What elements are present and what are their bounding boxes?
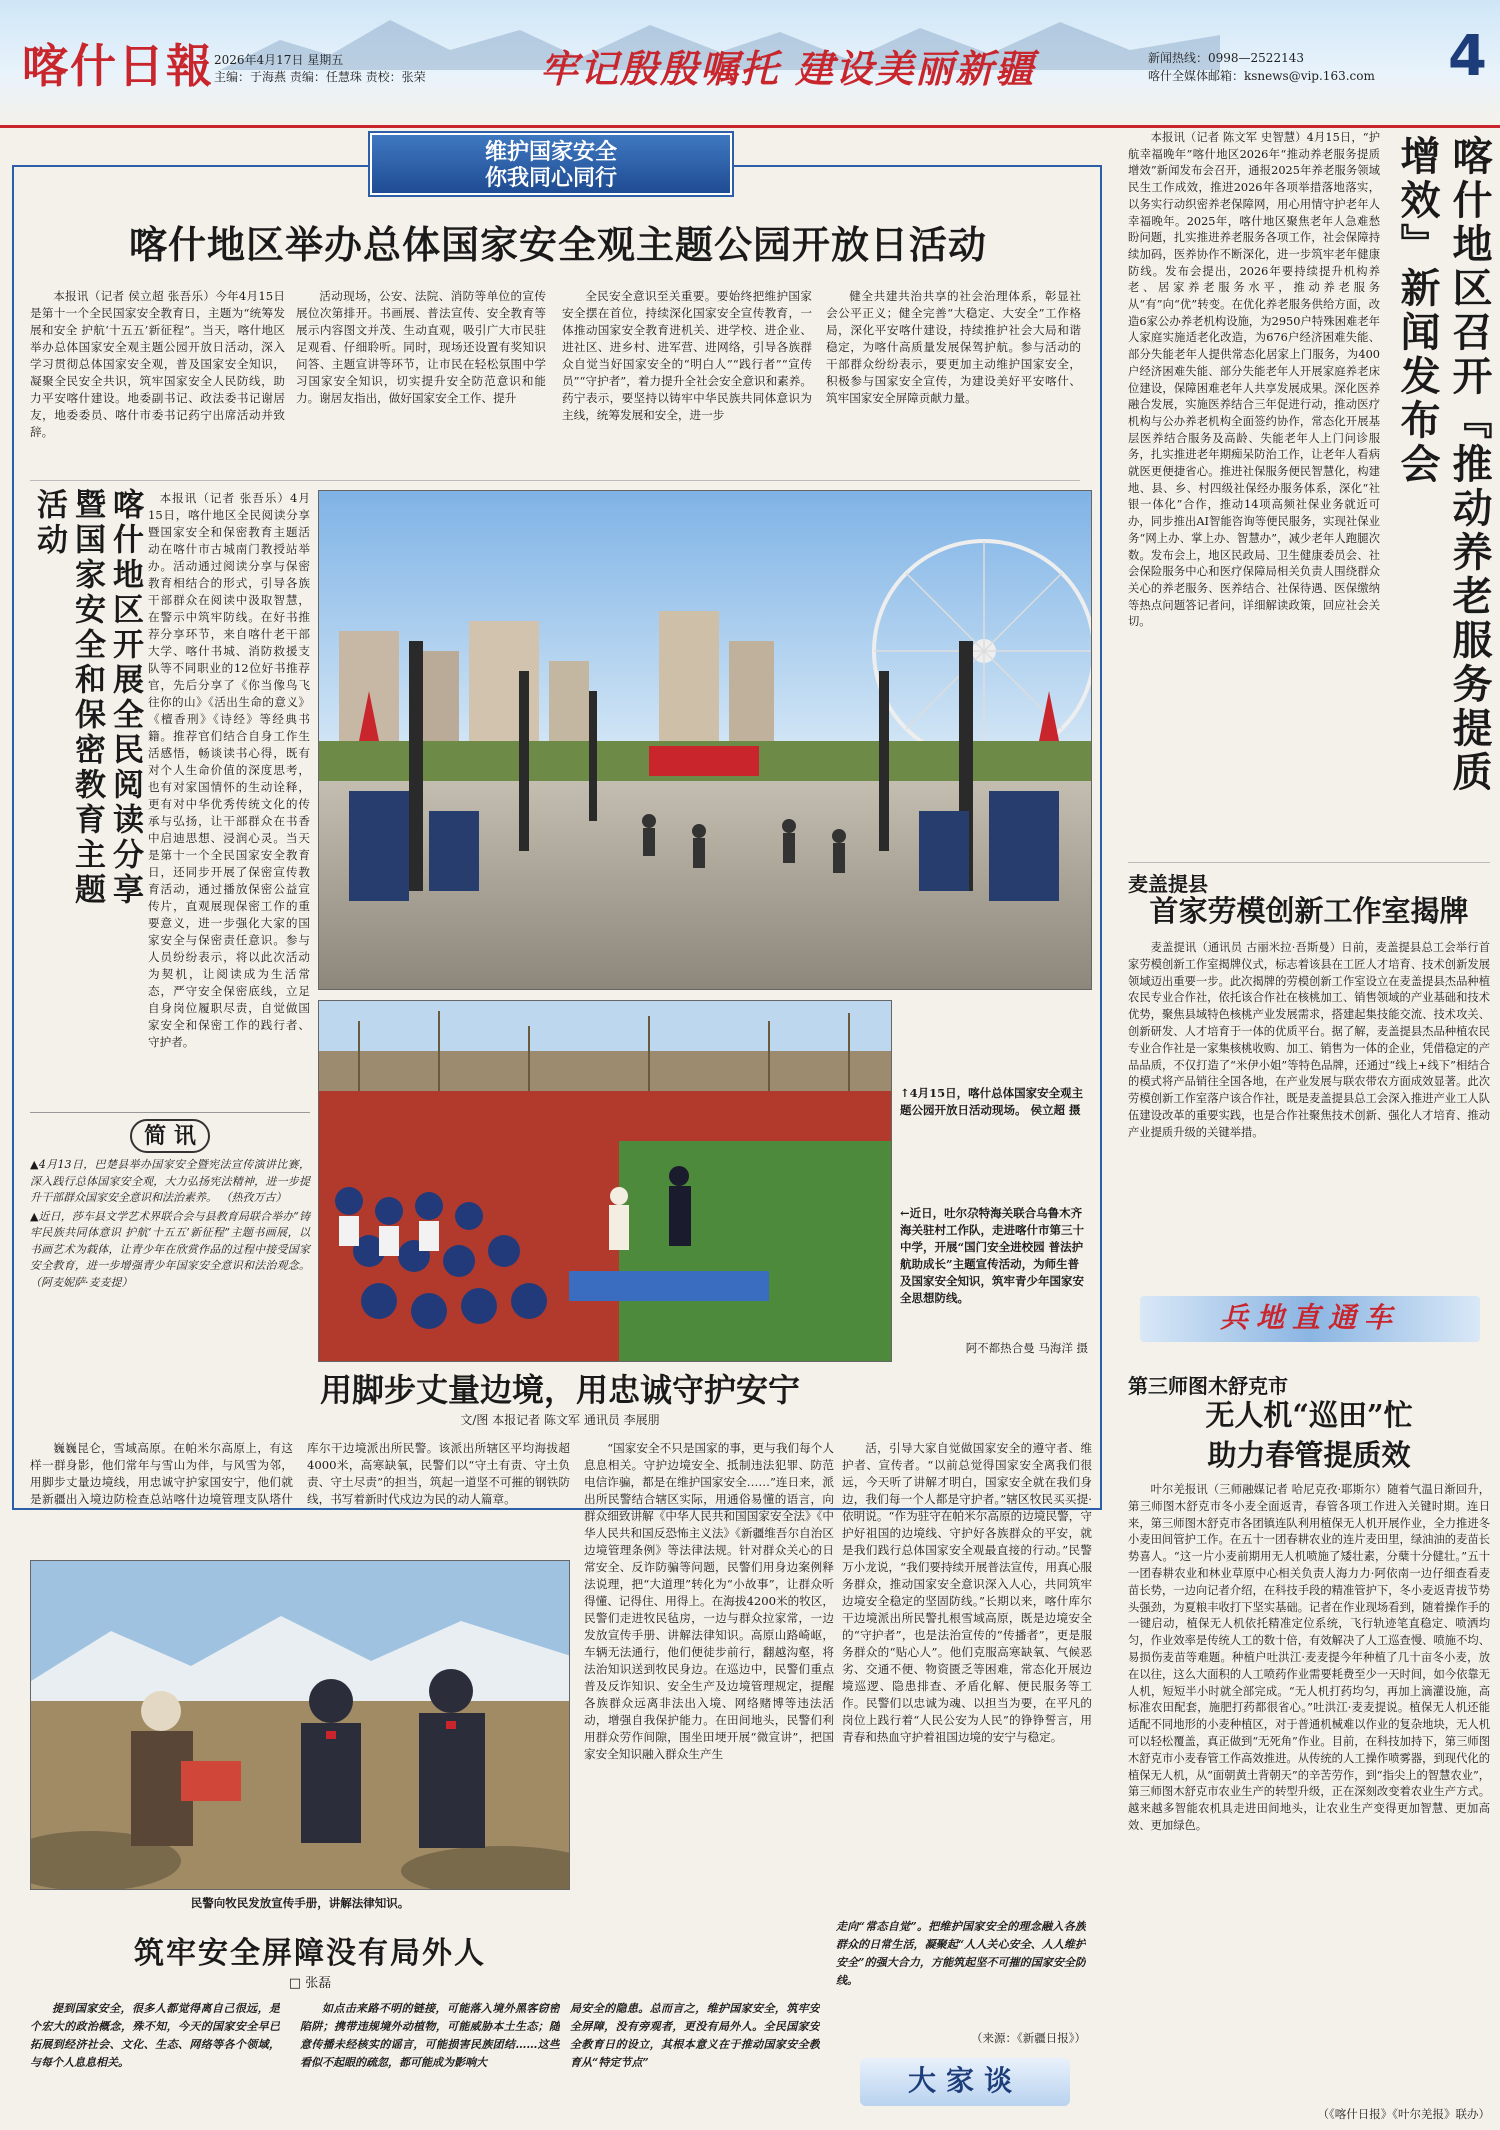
brief-news-item1: ▲4月13日，巴楚县举办国家安全暨宪法宣传演讲比赛，深入践行总体国家安全观，大力弘扬宪法精神，进一步提升干部群众国家安全意识和法治素养。 （热孜万古）: [30, 1158, 310, 1204]
security-banner: [370, 133, 732, 195]
lead-col4: 健全共建共治共享的社会治理体系，彰显社会公平正义；健全完善“大稳定、大安全”工作格局，深化平安喀什建设，持续推护社会大局和谐稳定，为喀什高质量发展保驾护航。参与活动的干部群众纷纷表示，要更加主动维护国家安全，积极参与国家安全宣传，为建设美好平安喀什、筑牢国家安全屏障贡献力量。: [826, 289, 1081, 405]
park-photo: [318, 490, 1092, 990]
reading-article-body: [30, 490, 310, 1150]
border-col1: 巍巍昆仑，雪域高原。在帕米尔高原上，有这样一群身影，他们常年与雪山为伴，与风雪为邻，用脚步丈量边境线，用忠诚守护家国安宁，他们就是新疆出入境边防检查总站喀什边境管理支队塔什库尔干边境派出所民警。该派出所辖区平均海拔超4000米，高寒缺氧，民警们以“守土有责、守土负责、守土尽责”的担当，筑起一道坚不可摧的钢铁防线，书写着新时代戍边为民的动人篇章。: [30, 1441, 570, 1506]
date-line: 2026年4月17日 星期五: [214, 53, 344, 67]
border-col3: 活，引导大家自觉做国家安全的遵守者、维护者、宣传者。“以前总觉得国家安全离我们很远，今天听了讲解才明白，国家安全就在我们身边，我们每一个人都是守护者。”辖区牧民买买提·依明说。“作为驻守在帕米尔高原的边境民警，守护好祖国的边境线、守护好各族群众的平安，就是我们践行总体国家安全观最直接的行动。”民警万小龙说，“我们要持续开展普法宣传，用真心服务群众，推动国家安全意识深入人心，共同筑牢边境安全稳定的坚固防线。”长期以来，喀什库尔干边境派出所民警扎根雪域高原，既是边境安全的“守护者”，也是法治宣传的“传播者”，更是服务群众的“贴心人”。他们克服高寒缺氧、气候恶劣、交通不便、物资匮乏等困难，常态化开展边境巡逻、隐患排查、矛盾化解、便民服务等工作。民警们以忠诚为魂、以担当为要，在平凡的岗位上践行着“人民公安为人民”的铮铮誓言，用青春和热血守护着祖国边境的安宁与稳定。: [842, 1441, 1092, 1744]
bingdi-kicker: 第三师图木舒克市: [1128, 1374, 1288, 1398]
commentary-author: 张磊: [305, 1976, 332, 1991]
banner-line2: 你我同心同行: [484, 165, 617, 191]
school-photo: [318, 1000, 892, 1362]
lead-col1: 本报讯（记者 侯立超 张吾乐）今年4月15日是第十一个全民国家安全教育日，主题为“统筹发展和安全 护航‘十五五’新征程”。当天，喀什地区举办总体国家安全观主题公园开放日活动，深入学习贯彻总体国家安全观，普及国家安全知识，凝聚全民安全共识，筑牢国家安全人民防线，助力平安喀什建设。地委副书记、政法委书记谢居友，地委委员、喀什市委书记药宁出席活动并致辞。: [30, 289, 285, 439]
border-police-image: [31, 1561, 570, 1890]
elderly-article-body: 本报讯（记者 陈文军 史智慧）4月15日，“护航幸福晚年”喀什地区2026年“推动养老服务提质增效”新闻发布会召开，通报2025年养老服务领域民生工作成效，推进2026年各项举措落地落实，以务实行动织密养老保障网，用心用情守护老年人幸福晚年。2025年，喀什地区聚焦老年人急难愁盼问题，扎实推进养老服务各项工作，社会保障持续加码，医养协作不断深化，进一步筑牢老年健康防线。发布会提出，2026年要持续提升机构养老、居家养老服务水平，推动养老服务从“有”向“优”转变。在优化养老服务供给方面，改造6家公办养老机构设施，为2950户特殊困难老年人家庭实施适老化改造，为676户经济困难失能、部分失能老年人提供常态化居家上门服务，为400户经济困难失能、部分失能老年人开展家庭养老床位建设，保障困难老年人共享发展成果。深化医养融合发展，实施医养结合三年促进行动，推动医疗机构与公办养老机构全面签约协作，常态化开展基层医养结合服务及高龄、失能老年人上门问诊服务，扎实推进老年期痴呆防治工作，让老年人看病就医更便捷省心。推进社保服务便民智慧化，构建地、县、乡、村四级社保经办服务体系，深化“社银一体化”合作，推动14项高频社保业务就近可办，同步推出AI智能咨询等便民服务，实现社保业务“网上办、掌上办、智慧办”，减少老年人跑腿次数。发布会上，地区民政局、卫生健康委员会、社会保险服务中心和医疗保障局相关负责人围绕群众关心的养老服务、医养结合、社保待遇、医保缴纳等热点问题答记者问，详细解读政策，回应社会关切。: [1128, 131, 1380, 629]
border-article-byline: 文/图 本报记者 陈文军 通讯员 李展朋: [460, 1413, 660, 1427]
school-scene-image: [319, 1001, 892, 1362]
school-photo-credit: 阿不都热合曼 马海洋 摄: [965, 1341, 1088, 1355]
slogan: 牢记殷殷嘱托 建设美丽新疆: [540, 46, 1036, 91]
editors-line: 主编：于海燕 责编：任慧珠 责校：张荣: [214, 70, 426, 84]
border-photo-caption: 民警向牧民发放宣传手册，讲解法律知识。: [190, 1896, 410, 1910]
reading-article-title: 喀什地区开展全民阅读分享暨国家安全和保密教育主题活动: [31, 488, 143, 908]
commentary-title: 筑牢安全屏障没有局外人: [134, 1936, 486, 1971]
page-number: 4: [1448, 24, 1487, 89]
commentary-source: （来源：《新疆日报》）: [971, 2031, 1086, 2045]
park-photo-caption: ↑4月15日，喀什总体国家安全观主题公园开放日活动现场。 侯立超 摄: [900, 1086, 1084, 1117]
workshop-body: 麦盖提讯（通讯员 古丽米拉·吾斯曼）日前，麦盖提县总工会举行首家劳模创新工作室揭牌仪式，标志着该县在工匠人才培育、技术创新发展领域迈出重要一步。此次揭牌的劳模创新工作室设立在麦盖提县杰品种植农民专业合作社，依托该合作社在核桃加工、销售领域的产业基础和技术优势，聚焦县域特色核桃产业发展需求，搭建起集技能交流、技术攻关、创新研发、人才培育于一体的优质平台。据了解，麦盖提县杰品种植农民专业合作社是一家集核桃收购、加工、销售为一体的企业，凭借稳定的产品品质，不仅打造了“米伊小姐”等特色品牌，还通过“线上+线下”相结合的模式将产品销往全国各地，在产业发展与联农带农方面成效显著。此次劳模创新工作室落户该合作社，既是麦盖提县总工会深入推进产业工人队伍建设改革的重要实践，也是合作社聚焦技术创新、强化人才培育、推动产业提质升级的关键举措。: [1128, 941, 1490, 1139]
lead-article-title: 喀什地区举办总体国家安全观主题公园开放日活动: [128, 222, 987, 267]
border-col2: “国家安全不只是国家的事，更与我们每个人息息相关。守护边境安全、抵制违法犯罪、防范电信诈骗，都是在维护国家安全……”连日来，派出所民警结合辖区实际，用通俗易懂的语言，向群众细致讲解《中华人民共和国国家安全法》《中华人民共和国反恐怖主义法》《新疆维吾尔自治区边境管理条例》等法律法规。针对群众关心的日常安全、反诈防骗等问题，民警们用身边案例释法说理，把“大道理”转化为“小故事”，让群众听得懂、记得住、用得上。在海拔4200米的牧区，民警们走进牧民毡房，一边与群众拉家常，一边发放宣传手册、讲解法律知识。高原山路崎岖，车辆无法通行，他们便徒步前行，翻越沟壑，将法治知识送到牧民身边。在巡边中，民警们重点普及反诈知识、安全生产及边境管理规定，提醒各族群众远离非法出入境、网络赌博等违法活动，增强自我保护能力。在田间地头，民警们利用群众劳作间隙，围坐田埂开展“微宣讲”，把国家安全知识融入群众生产生: [584, 1441, 834, 1761]
bingdi-title1: 无人机“巡田”忙: [1205, 1398, 1413, 1432]
elderly-article-title: 喀什地区召开『推动养老服务提质增效』新闻发布会: [1394, 135, 1493, 795]
border-article-title: 用脚步丈量边境，用忠诚守护安宁: [319, 1371, 800, 1409]
brief-news-item2: ▲近日，莎车县文学艺术界联合会与县教育局联合举办“铸牢民族共同体意识 护航‘十五五’新征程”主题书画展，以书画艺术为载体，让青少年在欣赏作品的过程中接受国家安全教育，进一步增强青少年国家安全意识和法治观念。 （阿麦妮萨·麦麦提）: [30, 1209, 310, 1289]
banner-line1: 维护国家安全: [484, 139, 617, 165]
divider: [30, 480, 1080, 481]
workshop-kicker: 麦盖提县: [1128, 872, 1208, 896]
commentary-col3: 局安全的隐患。总而言之，维护国家安全，筑牢安全屏障，没有旁观者，更没有局外人。全民国家安全教育日的设立，其根本意义在于推动国家安全教育从“特定节点”: [570, 2002, 820, 2069]
commentary-column-tag: 大家谈: [860, 2058, 1070, 2106]
commentary-col1: 提到国家安全，很多人都觉得离自己很远，是个宏大的政治概念，殊不知，今天的国家安全早已拓展到经济社会、文化、生态、网络等各个领域，与每个人息息相关。: [30, 2002, 280, 2069]
divider: [1128, 862, 1490, 863]
brief-news-title: 简 讯: [130, 1119, 210, 1153]
masthead: [0, 0, 1500, 128]
commentary-col4: 走向“常态自觉”。把维护国家安全的理念融入各族群众的日常生活，凝聚起“人人关心安全、人人维护安全”的强大合力，方能筑起坚不可摧的国家安全防线。: [836, 1920, 1086, 1987]
border-photo: [30, 1560, 570, 1890]
brief-news-box: [30, 1112, 310, 1357]
bingdi-source: （《喀什日报》《叶尔羌报》联办）: [1317, 2107, 1490, 2121]
bingdi-title2: 助力春管提质效: [1207, 1438, 1411, 1472]
commentary-col2: 如点击来路不明的链接，可能落入境外黑客窃密陷阱；携带违规境外动植物，可能威胁本土生态；随意传播未经核实的谣言，可能损害民族团结……这些看似不起眼的疏忽，都可能成为影响大: [300, 2002, 560, 2069]
workshop-title: 首家劳模创新工作室揭牌: [1149, 894, 1469, 928]
lead-col2: 活动现场，公安、法院、消防等单位的宣传展位次第排开。书画展、普法宣传、安全教育等展示内容图文并茂、生动直观，吸引广大市民驻足观看、仔细聆听。同时，现场还设置有奖知识问答、主题宣讲等环节，让市民在轻松氛围中学习国家安全知识，切实提升安全防范意识和能力。谢居友指出，做好国家安全工作、提升: [296, 289, 546, 405]
reading-body-text: 本报讯（记者 张吾乐）4月15日，喀什地区全民阅读分享暨国家安全和保密教育主题活动在喀什市古城南门教授站举办。活动通过阅读分享与保密教育相结合的形式，引导各族干部群众在阅读中汲取智慧，在警示中筑牢防线。在好书推荐分享环节，来自喀什老干部大学、喀什书城、消防救援支队等不同职业的12位好书推荐官，先后分享了《你当像鸟飞往你的山》《活出生命的意义》《檀香刑》《诗经》等经典书籍。推荐官们结合自身工作生活感悟，畅谈读书心得，既有对个人生命价值的深度思考，也有对家国情怀的生动诠释，更有对中华优秀传统文化的传承与弘扬，让干部群众在书香中启迪思想、浸润心灵。当天是第十一个全民国家安全教育日，还同步开展了保密宣传教育活动，通过播放保密公益宣传片，直观展现保密工作的重要意义，进一步强化大家的国家安全与保密责任意识。参与人员纷纷表示，将以此次活动为契机，让阅读成为生活常态，严守安全保密底线，立足自身岗位履职尽责，自觉做国家安全和保密工作的践行者、守护者。: [148, 491, 310, 1049]
park-scene-image: [319, 491, 1092, 990]
commentary-author-line: □ 张磊: [288, 1976, 332, 1991]
hotline: 新闻热线：0998—2522143: [1148, 51, 1304, 65]
bingdi-body: 叶尔羌报讯（三师融媒记者 哈尼克孜·耶斯尔）随着气温日渐回升，第三师图木舒克市冬小麦全面返青，春管各项工作进入关键时期。连日来，第三师图木舒克市各团镇连队利用植保无人机开展作业，全力推进冬小麦田间管护工作。在五十一团春耕农业的连片麦田里，绿油油的麦苗长势喜人。“这一片小麦前期用无人机喷施了矮壮素，分蘖十分健壮。”五十一团春耕农业和林业草原中心相关负责人海力力·阿依南一边仔细查看麦苗长势，一边向记者介绍，在科技手段的精准管护下，冬小麦返青拔节势头强劲，为夏粮丰收打下坚实基础。记者在作业现场看到，随着操作手的一键启动，植保无人机依托精准定位系统，飞行轨迹笔直稳定、喷洒均匀，作业效率是传统人工的数十倍，有效解决了人工巡查慢、喷施不均、易损伤麦苗等难题。种植户吐洪江·麦麦提今年种植了几十亩冬小麦，放在以往，这么大面积的人工喷药作业需要耗费至少一天时间，如今依靠无人机，短短半小时就全部完成。“无人机打药均匀，再加上滴灌设施，高标准农田配套，施肥打药都很省心。”吐洪江·麦麦提说。植保无人机还能适配不同地形的小麦种植区，对于普通机械难以作业的复杂地块，无人机可以轻松覆盖，真正做到“无死角”作业。目前，在科技加持下，第三师图木舒克市小麦春管工作高效推进。从传统的人工操作喷雾器，到现代化的植保无人机，从“面朝黄土背朝天”的辛苦劳作，到“指尖上的智慧农业”，第三师图木舒克市农业生产的转型升级，正在深刻改变着农业生产方式。越来越多智能农机具走进田间地头，让农业生产变得更加智慧、更加高效、更加绿色。: [1128, 1483, 1490, 1832]
paper-logo: 喀什日報: [22, 39, 214, 93]
email: 喀什全媒体邮箱：ksnews@vip.163.com: [1148, 69, 1375, 83]
bingdi-column-tag: 兵地直通车: [1140, 1296, 1480, 1342]
school-photo-caption: ←近日，吐尔尕特海关联合乌鲁木齐海关驻村工作队，走进喀什市第三十中学，开展“国门安全进校园 普法护航助成长”主题宣传活动，为师生普及国家安全知识，筑牢青少年国家安全思想防线。: [900, 1206, 1084, 1305]
lead-col3: 全民安全意识至关重要。要始终把维护国家安全摆在首位，持续深化国家安全宣传教育，一体推动国家安全教育进机关、进学校、进企业、进社区、进乡村、进军营、进网络，引导各族群众自觉当好国家安全的“明白人”“践行者”“宣传员”“守护者”，着力提升全社会安全意识和素养。药宁表示，要坚持以铸牢中华民族共同体意识为主线，统筹发展和安全，进一步: [562, 289, 812, 422]
